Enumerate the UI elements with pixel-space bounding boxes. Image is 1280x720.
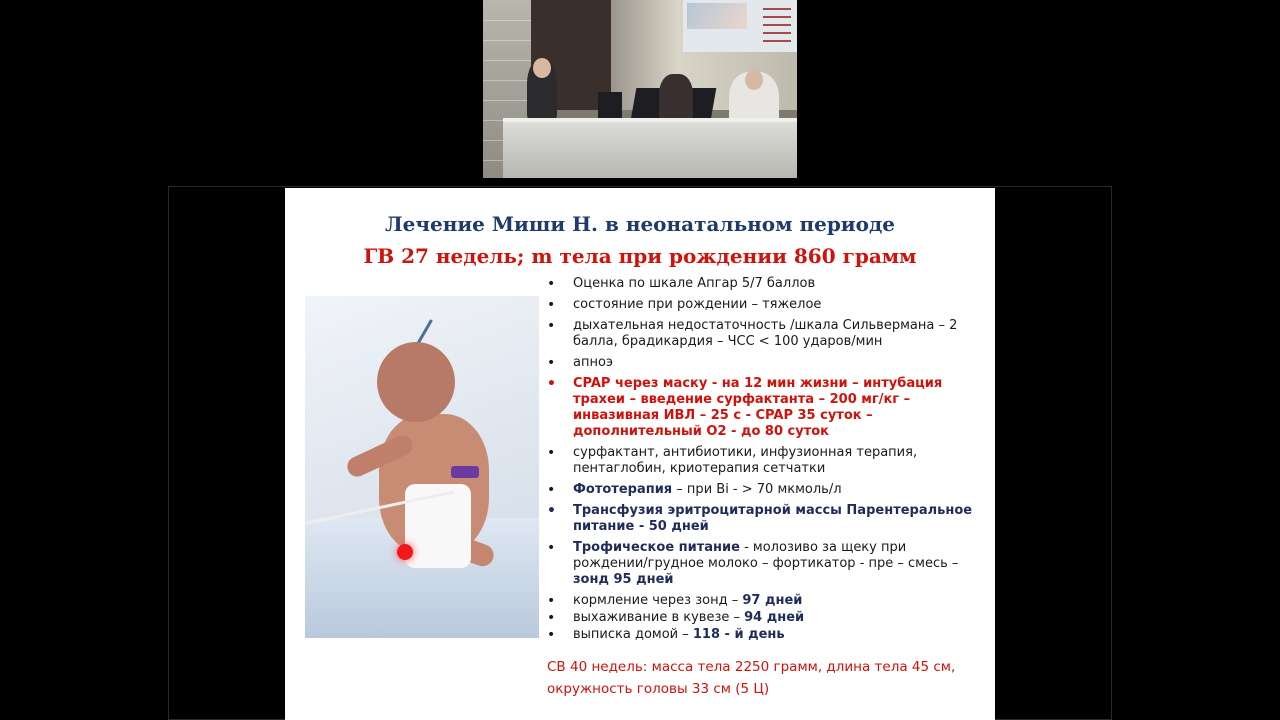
slide-title: Лечение Миши Н. в неонатальном периоде xyxy=(384,212,896,236)
list-item: • Оценка по шкале Апгар 5/7 баллов xyxy=(543,276,983,292)
seated-person xyxy=(659,74,693,124)
list-item: • Трансфузия эритроцитарной массы Парентеральное питание - 50 дней xyxy=(543,503,983,535)
list-item: • кормление через зонд – 97 дней xyxy=(543,593,983,609)
presentation-slide xyxy=(285,188,995,720)
speaker-head xyxy=(533,58,551,78)
list-item: • выхаживание в кувезе – 94 дней xyxy=(543,610,983,626)
list-item: • апноэ xyxy=(543,355,983,371)
treatment-list xyxy=(543,276,983,644)
laptop-screen xyxy=(598,92,622,120)
list-item: • CPAP через маску - на 12 мин жизни – интубация трахеи – введение сурфактанта – 200 мг/кг – инвазивная ИВЛ – 25 с - CPAP 35 суток – дополнительный О2 - до 80 суток xyxy=(543,376,983,440)
list-item: • дыхательная недостаточность /шкала Сильвермана – 2 балла, брадикардия – ЧСС < 100 ударов/мин xyxy=(543,318,983,350)
outcome-line-1: СВ 40 недель: масса тела 2250 грамм, длина тела 45 см, xyxy=(547,659,956,675)
seated-person-head xyxy=(745,70,763,90)
list-item: • сурфактант, антибиотики, инфузионная терапия, пентаглобин, криотерапия сетчатки xyxy=(543,445,983,477)
slide-subtitle: ГВ 27 недель; m тела при рождении 860 грамм xyxy=(363,244,917,268)
projection-screen xyxy=(683,0,797,52)
outcome-summary xyxy=(547,656,987,700)
list-item: • выписка домой – 118 - й день xyxy=(543,627,983,643)
presidium-table xyxy=(503,122,797,178)
camera-feed xyxy=(483,0,797,178)
list-item: • состояние при рождении – тяжелое xyxy=(543,297,983,313)
infant-photo xyxy=(305,296,539,638)
outcome-line-2: окружность головы 33 см (5 Ц) xyxy=(547,681,770,697)
list-item: • Фототерапия – при Bi - > 70 мкмоль/л xyxy=(543,482,983,498)
list-item: • Трофическое питание - молозиво за щеку при рождении/грудное молоко – фортикатор - пре – смесь – зонд 95 дней xyxy=(543,540,983,588)
